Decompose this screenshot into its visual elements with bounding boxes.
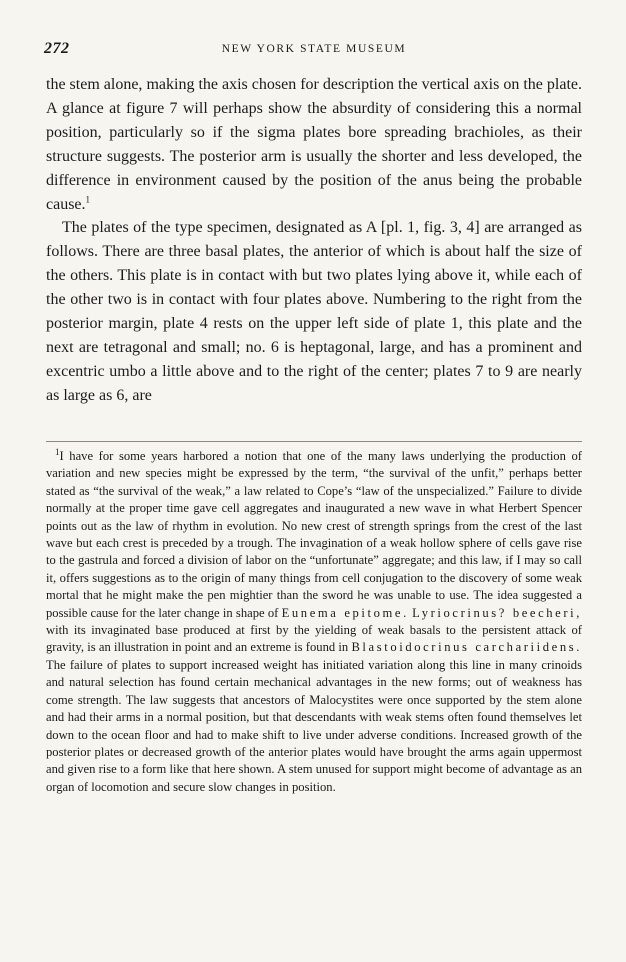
footnote: [46, 448, 582, 796]
paragraph-2: The plates of the type specimen, designated as A [pl. 1, fig. 3, 4] are arranged as follows. There are three basal plates, the anterior of which is about half the size of the others. This plate is in contact with but two plates lying above it, while each of the other two is in contact with four plates above. Numbering to the right from the posterior margin, plate 4 rests on the upper left side of plate 1, this plate and the next are tetragonal and small; no. 6 is heptagonal, large, and has a prominent and excentric umbo a little above and to the right of the center; plates 7 to 9 are nearly as large as 6, are: [46, 219, 582, 404]
taxon-eunema: Eunema epitome.: [281, 605, 409, 620]
footnote-text-b: with its invaginated base produced at first by the yielding of weak basals to the persistent attack of gravity, is an illustration in point and an extreme is found in: [46, 623, 582, 655]
paragraph-1: [46, 73, 582, 216]
running-head: NEW YORK STATE MUSEUM: [221, 43, 407, 55]
main-text: [46, 73, 582, 408]
taxon-lyriocrinus: Lyriocrinus? beecheri,: [412, 605, 583, 620]
footnote-divider: [46, 441, 582, 442]
page-header: [44, 40, 584, 60]
page-number: 272: [44, 40, 70, 57]
footnote-text-c: The failure of plates to support increased weight has initiated variation along this line in many crinoids and natural selection has found certain mechanical advantages in the new forms; out of weakness has come strength. The law suggests that ancestors of Malocystites were once supported by the stem alone and had their arms in a normal position, but that descendants with weak stems often found themselves let down to the ocean floor and had to make shift to live under adverse conditions. Increased growth of the posterior plates or decreased growth of the anterior plates would have brought the arms again uppermost and given rise to a form like that here shown. A stem unused for support might become of advantage as an organ of locomotion and secure slow changes in position.: [46, 657, 582, 794]
paragraph-1-text: the stem alone, making the axis chosen for description the vertical axis on the plate. A glance at figure 7 will perhaps show the absurdity of considering this a normal position, particularly so if the sigma plates bore spreading brachioles, as their structure suggests. The posterior arm is usually the shorter and less developed, the difference in environment caused by the position of the anus being the probable cause.: [46, 76, 582, 213]
taxon-blastoidocrinus: Blastoidocrinus carchariidens.: [351, 640, 582, 655]
footnote-reference: 1: [85, 194, 91, 205]
footnote-text-a: I have for some years harbored a notion that one of the many laws underlying the production of variation and new species might be expressed by the term, “the survival of the unfit,” perhaps better stated as “the survival of the weak,” a law related to Cope’s “law of the unspecialized.” Failure to divide normally at the proper time gave cell aggregates and inaugurated a new wave in what Herbert Spencer points out as the law of rhythm in evolution. No new crest of strength springs from the crest of the last wave but each crest is preceded by a trough. The invagination of a weak hollow sphere of cells gave rise to the gastrula and forced a division of labor on the “unfortunate” aggregate; and this law, if I may so call it, offers suggestions as to the origin of many things from cell conjugation to the discovery of some weak mortal that he might make the pen mightier than the sword he was unable to use. The idea suggested a possible cause for the later change in shape of: [46, 449, 582, 620]
footnote-mark: 1: [55, 446, 60, 457]
